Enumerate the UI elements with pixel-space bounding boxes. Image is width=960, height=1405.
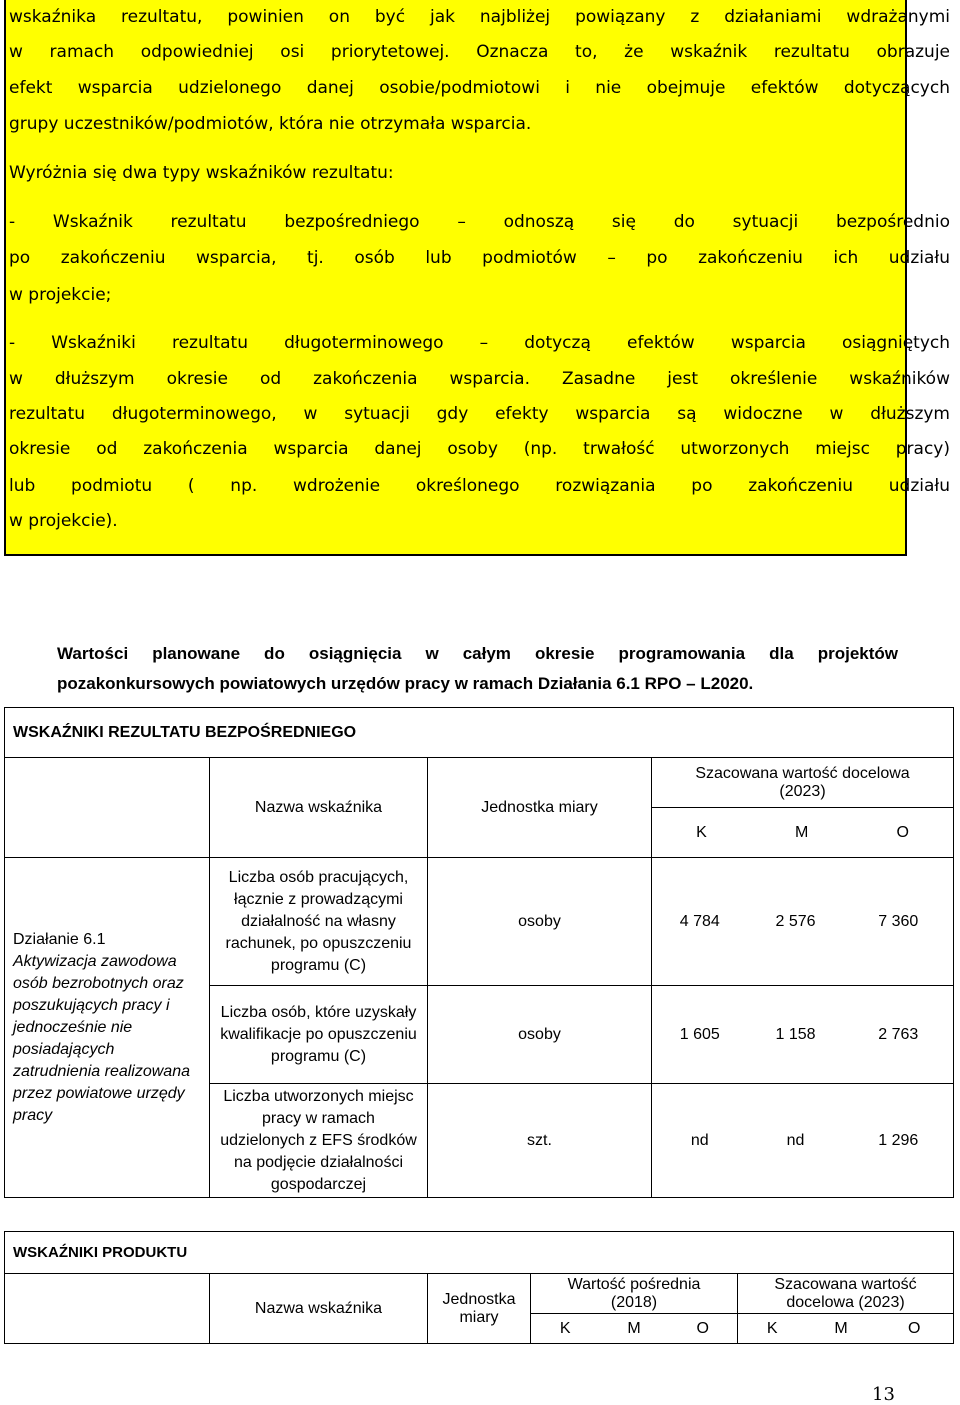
indicator-name: Liczba osób pracujących, łącznie z prowadzącymi działalność na własny rachunek, po opuszczeniu programu (C) bbox=[210, 858, 428, 986]
intro-line: - Wskaźnik rezultatu bezpośredniego – odnoszą się do sytuacji bezpośrednio bbox=[9, 212, 950, 232]
col-k: K bbox=[531, 1314, 600, 1344]
result-indicators-table bbox=[4, 707, 954, 1198]
col-header-name: Nazwa wskaźnika bbox=[210, 1274, 428, 1344]
indicator-name: Liczba utworzonych miejsc pracy w ramach udzielonych z EFS środków na podjęcie działalności gospodarczej bbox=[210, 1084, 428, 1198]
indicator-name: Liczba osób, które uzyskały kwalifikacje po opuszczeniu programu (C) bbox=[210, 986, 428, 1084]
col-o: O bbox=[896, 823, 909, 841]
section-heading-line-1: Wartości planowane do osiągnięcia w całym okresie programowania dla projektów bbox=[57, 644, 898, 663]
value-m: 2 576 bbox=[748, 858, 844, 986]
action-number: Działanie 6.1 bbox=[13, 930, 106, 948]
value-o: 1 296 bbox=[844, 1084, 954, 1198]
col-header-target: Szacowana wartość docelowa (2023) bbox=[738, 1274, 954, 1314]
section-heading-line-2: pozakonkursowych powiatowych urzędów pracy w ramach Działania 6.1 RPO – L2020. bbox=[57, 674, 754, 693]
intro-line: w projekcie; bbox=[9, 285, 112, 305]
header-spacer bbox=[5, 758, 210, 858]
intro-line: w dłuższym okresie od zakończenia wsparcia. Zasadne jest określenie wskaźników bbox=[9, 369, 950, 389]
product-section-title: WSKAŹNIKI PRODUKTU bbox=[5, 1232, 954, 1274]
result-section-title: WSKAŹNIKI REZULTATU BEZPOŚREDNIEGO bbox=[5, 708, 954, 758]
indicator-unit: szt. bbox=[428, 1084, 652, 1198]
col-header-target: Szacowana wartość docelowa (2023) bbox=[652, 758, 954, 808]
col-o: O bbox=[669, 1314, 738, 1344]
col-header-name: Nazwa wskaźnika bbox=[210, 758, 428, 858]
intro-line: grupy uczestników/podmiotów, która nie otrzymała wsparcia. bbox=[9, 114, 532, 134]
col-o: O bbox=[876, 1314, 954, 1344]
col-header-interim: Wartość pośrednia (2018) bbox=[531, 1274, 738, 1314]
intro-line: po zakończeniu wsparcia, tj. osób lub podmiotów – po zakończeniu ich udziału bbox=[9, 248, 950, 268]
intro-line: wskaźnika rezultatu, powinien on być jak najbliżej powiązany z działaniami wdrażanymi bbox=[9, 7, 950, 27]
page-number: 13 bbox=[872, 1384, 895, 1405]
indicator-unit: osoby bbox=[428, 986, 652, 1084]
col-m: M bbox=[794, 823, 809, 841]
value-k: nd bbox=[652, 1084, 748, 1198]
action-name: Aktywizacja zawodowa osób bezrobotnych oraz poszukujących pracy i jednocześnie nie posiadających zatrudnienia realizowana przez powiatowe urzędy pracy bbox=[13, 952, 190, 1124]
value-m: 1 158 bbox=[748, 986, 844, 1084]
col-header-unit: Jednostka miary bbox=[428, 758, 652, 858]
header-spacer bbox=[5, 1274, 210, 1344]
col-k: K bbox=[696, 823, 707, 841]
value-o: 2 763 bbox=[844, 986, 954, 1084]
value-o: 7 360 bbox=[844, 858, 954, 986]
action-cell bbox=[5, 858, 210, 1198]
product-indicators-table bbox=[4, 1231, 954, 1344]
value-m: nd bbox=[748, 1084, 844, 1198]
col-m: M bbox=[807, 1314, 876, 1344]
intro-line: w ramach odpowiedniej osi priorytetowej. Oznacza to, że wskaźnik rezultatu obrazuje bbox=[9, 42, 950, 62]
kmo-header bbox=[652, 808, 954, 858]
intro-line: rezultatu długoterminowego, w sytuacji gdy efekty wsparcia są widoczne w dłuższym bbox=[9, 404, 950, 424]
indicator-unit: osoby bbox=[428, 858, 652, 986]
col-k: K bbox=[738, 1314, 807, 1344]
intro-line: okresie od zakończenia wsparcia danej osoby (np. trwałość utworzonych miejsc pracy) bbox=[9, 439, 950, 459]
intro-line: lub podmiotu ( np. wdrożenie określonego rozwiązania po zakończeniu udziału bbox=[9, 476, 950, 496]
intro-line: Wyróżnia się dwa typy wskaźników rezultatu: bbox=[9, 163, 394, 183]
intro-line: - Wskaźniki rezultatu długoterminowego – dotyczą efektów wsparcia osiągniętych bbox=[9, 333, 950, 353]
value-k: 1 605 bbox=[652, 986, 748, 1084]
col-header-unit: Jednostka miary bbox=[428, 1274, 531, 1344]
col-m: M bbox=[600, 1314, 669, 1344]
value-k: 4 784 bbox=[652, 858, 748, 986]
intro-line: w projekcie). bbox=[9, 511, 118, 531]
intro-line: efekt wsparcia udzielonego danej osobie/podmiotowi i nie obejmuje efektów dotyczących bbox=[9, 78, 950, 98]
